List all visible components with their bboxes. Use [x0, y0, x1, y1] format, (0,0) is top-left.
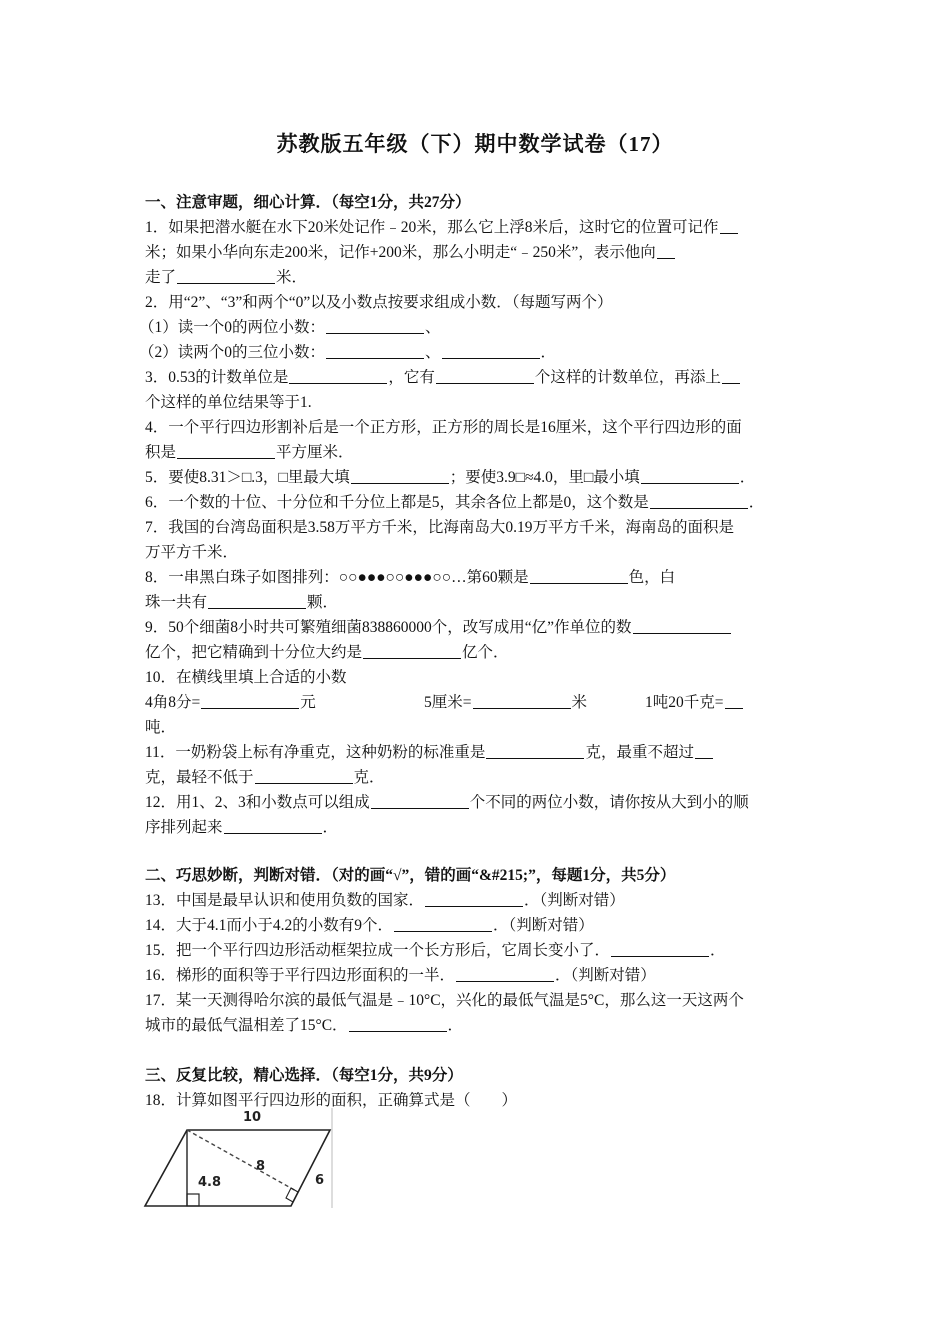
answer-blank[interactable]: [611, 941, 709, 957]
q16-text-a: 16．梯形的面积等于平行四边形面积的一半．: [145, 967, 456, 984]
page-title: 苏教版五年级（下）期中数学试卷（17）: [276, 132, 674, 156]
answer-blank[interactable]: [255, 768, 353, 784]
q11-text-a2: 克，最重不超过: [585, 744, 694, 761]
q10-text-p2: 5厘米=: [424, 694, 472, 711]
q10-item-3: [645, 693, 744, 713]
q7-line-1: 7．我国的台湾岛面积是3.58万平方千米，比海南岛大0.19万平方千米，海南岛的面积是: [145, 519, 735, 536]
q12-text-b: 序排列起来: [145, 819, 223, 836]
q1-line-2: [145, 243, 676, 265]
q9-text-a: 9．50个细菌8小时共可繁殖细菌838860000个，改写成用“亿”作单位的数: [145, 619, 632, 636]
answer-blank[interactable]: [722, 368, 740, 384]
answer-blank[interactable]: [349, 1016, 447, 1032]
answer-blank[interactable]: [177, 268, 275, 284]
q9-text-b: 亿个，把它精确到十分位大约是: [145, 644, 363, 661]
q12-text-a: 12．用1、2、3和小数点可以组成: [145, 794, 370, 811]
q1-text-c2: 米．: [276, 269, 308, 286]
section-2-header: 二、巧思妙断，判断对错．（对的画“√”，错的画“&#215;”，每题1分，共5分）: [145, 867, 676, 884]
q6-text-a2: ．: [748, 494, 765, 511]
q2-line-3: [139, 343, 556, 365]
q10-text-p3: 1吨20千克=: [645, 694, 724, 711]
answer-blank[interactable]: [326, 343, 424, 359]
q5-text-a: 5．要使8.31＞□.3，□里最大填: [145, 469, 350, 486]
q6-text-a: 6．一个数的十位、十分位和千分位上都是5，其余各位上都是0，这个数是: [145, 494, 649, 511]
q12-text-b2: ．: [322, 819, 339, 836]
q12-text-a2: 个不同的两位小数，请你按从大到小的顺: [469, 794, 749, 811]
q9-text-b2: 亿个．: [462, 644, 509, 661]
answer-blank[interactable]: [725, 693, 743, 709]
q11-line-2: [145, 768, 385, 790]
q1-line-3: [145, 268, 307, 290]
q10-line-1: 10．在横线里填上合适的小数: [145, 669, 347, 686]
q5-line: [145, 468, 755, 490]
answer-blank[interactable]: [473, 693, 571, 709]
q6-line: [145, 493, 764, 515]
q3-text-a3: 个这样的计数单位，再添上: [534, 369, 721, 386]
answer-blank[interactable]: [177, 443, 275, 459]
right-angle-mark-bottom: [187, 1194, 199, 1206]
answer-blank[interactable]: [224, 818, 322, 834]
q10-text-p2u: 米: [571, 694, 588, 711]
q12-line-2: [145, 818, 338, 840]
answer-blank[interactable]: [326, 318, 424, 334]
answer-blank[interactable]: [208, 593, 306, 609]
q5-text-a3: ．: [739, 469, 756, 486]
q14-text-a: 14．大于4.1而小于4.2的小数有9个．: [145, 917, 394, 934]
q8-text-a: 8．一串黑白珠子如图排列：○○●●●○○●●●○○…第60颗是: [145, 569, 529, 586]
q10-text-p1u: 元: [300, 694, 316, 711]
section-3-header: 三、反复比较，精心选择．（每空1分，共9分）: [145, 1067, 463, 1084]
right-angle-mark-side: [286, 1188, 298, 1202]
answer-blank[interactable]: [633, 618, 731, 634]
q17-text-b: 城市的最低气温相差了15°C．: [145, 1017, 348, 1034]
q5-text-a2: ；要使3.9□≈4.0，里□最小填: [449, 469, 640, 486]
q14-line: [145, 916, 594, 938]
label-diagonal-height: 8: [256, 1159, 266, 1174]
q10-item-1: [145, 693, 316, 713]
q2-text-b2: 、: [425, 319, 441, 336]
q8-text-a2: 色，白: [628, 569, 676, 586]
answer-blank[interactable]: [650, 493, 748, 509]
answer-blank[interactable]: [394, 916, 492, 932]
q11-text-b2: 克．: [353, 769, 385, 786]
q8-text-b: 珠一共有: [145, 594, 208, 611]
q12-line-1: [145, 793, 749, 815]
q10-item-2: [424, 693, 587, 713]
q11-text-a: 11．一奶粉袋上标有净重克，这种奶粉的标准重是: [145, 744, 486, 761]
q4-line-2: [145, 443, 354, 465]
q16-line: [145, 966, 656, 988]
answer-blank[interactable]: [720, 218, 738, 234]
parallelogram-figure: [140, 1108, 336, 1212]
answer-blank[interactable]: [201, 693, 299, 709]
q16-text-a2: ．（判断对错）: [555, 967, 656, 984]
answer-blank[interactable]: [436, 368, 534, 384]
section-1-header: 一、注意审题，细心计算．（每空1分，共27分）: [145, 194, 471, 211]
q14-text-a2: ．（判断对错）: [493, 917, 594, 934]
answer-blank[interactable]: [657, 243, 675, 259]
q1-line-1: [145, 218, 739, 240]
q1-text-c: 走了: [145, 269, 177, 286]
q17-line-1: 17．某一天测得哈尔滨的最低气温是﹣10°C，兴化的最低气温是5°C，那么这一天这两个: [145, 992, 744, 1009]
q18-line: 18．计算如图平行四边形的面积，正确算式是（ ）: [145, 1092, 518, 1109]
q3-line-1: [145, 368, 741, 390]
label-side-length: 6: [315, 1173, 325, 1188]
q2-text-c3: ．: [540, 344, 557, 361]
parallelogram-outline: [145, 1130, 330, 1206]
q11-text-b: 克，最轻不低于: [145, 769, 254, 786]
q2-text-c: （2）读两个0的三位小数：: [139, 344, 326, 361]
q8-line-2: [145, 593, 338, 615]
q1-text-b: 米；如果小华向东走200米，记作+200米，那么小明走“﹣250米”，表示他向: [145, 244, 656, 261]
q17-text-b2: ．: [447, 1017, 464, 1034]
q7-line-2: 万平方千米．: [145, 544, 239, 561]
q9-line-2: [145, 643, 509, 665]
q4-text-b2: 平方厘米．: [276, 444, 354, 461]
q8-line-1: [145, 568, 675, 590]
q13-text-a2: ．（判断对错）: [524, 892, 625, 909]
parallelogram-diagram: [140, 1108, 336, 1212]
answer-blank[interactable]: [486, 743, 584, 759]
q3-text-a2: ，它有: [388, 369, 435, 386]
q4-text-b: 积是: [145, 444, 177, 461]
q10-text-p1: 4角8分=: [145, 694, 201, 711]
q2-text-b: （1）读一个0的两位小数：: [139, 319, 326, 336]
answer-blank[interactable]: [363, 643, 461, 659]
answer-blank[interactable]: [695, 743, 713, 759]
label-top-length: 10: [243, 1110, 262, 1125]
q11-line-1: [145, 743, 714, 765]
q4-line-1: 4．一个平行四边形割补后是一个正方形，正方形的周长是16厘米，这个平行四边形的面: [145, 419, 742, 436]
answer-blank[interactable]: [641, 468, 739, 484]
label-height: 4.8: [198, 1175, 222, 1190]
answer-blank[interactable]: [351, 468, 449, 484]
answer-blank[interactable]: [289, 368, 387, 384]
q9-line-1: [145, 618, 732, 640]
answer-blank[interactable]: [425, 891, 523, 907]
q3-line-2: 个这样的单位结果等于1.: [145, 394, 312, 411]
q3-text-a: 3．0.53的计数单位是: [145, 369, 289, 386]
q13-line: [145, 891, 625, 913]
answer-blank[interactable]: [530, 568, 628, 584]
answer-blank[interactable]: [442, 343, 540, 359]
q10-line-3: 吨．: [145, 719, 177, 736]
q2-line-1: 2．用“2”、“3”和两个“0”以及小数点按要求组成小数．（每题写两个）: [145, 294, 613, 311]
q15-text-a2: ．: [710, 942, 726, 959]
q17-line-2: [145, 1016, 463, 1038]
answer-blank[interactable]: [371, 793, 469, 809]
q2-text-c2: 、: [425, 344, 441, 361]
q15-line: [145, 941, 726, 963]
q1-text-a: 1．如果把潜水艇在水下20米处记作﹣20米，那么它上浮8米后，这时它的位置可记作: [145, 219, 719, 236]
q13-text-a: 13．中国是最早认识和使用负数的国家．: [145, 892, 425, 909]
q2-line-2: [139, 318, 441, 340]
q15-text-a: 15．把一个平行四边形活动框架拉成一个长方形后，它周长变小了．: [145, 942, 611, 959]
q8-text-b2: 颗．: [307, 594, 339, 611]
answer-blank[interactable]: [456, 966, 554, 982]
